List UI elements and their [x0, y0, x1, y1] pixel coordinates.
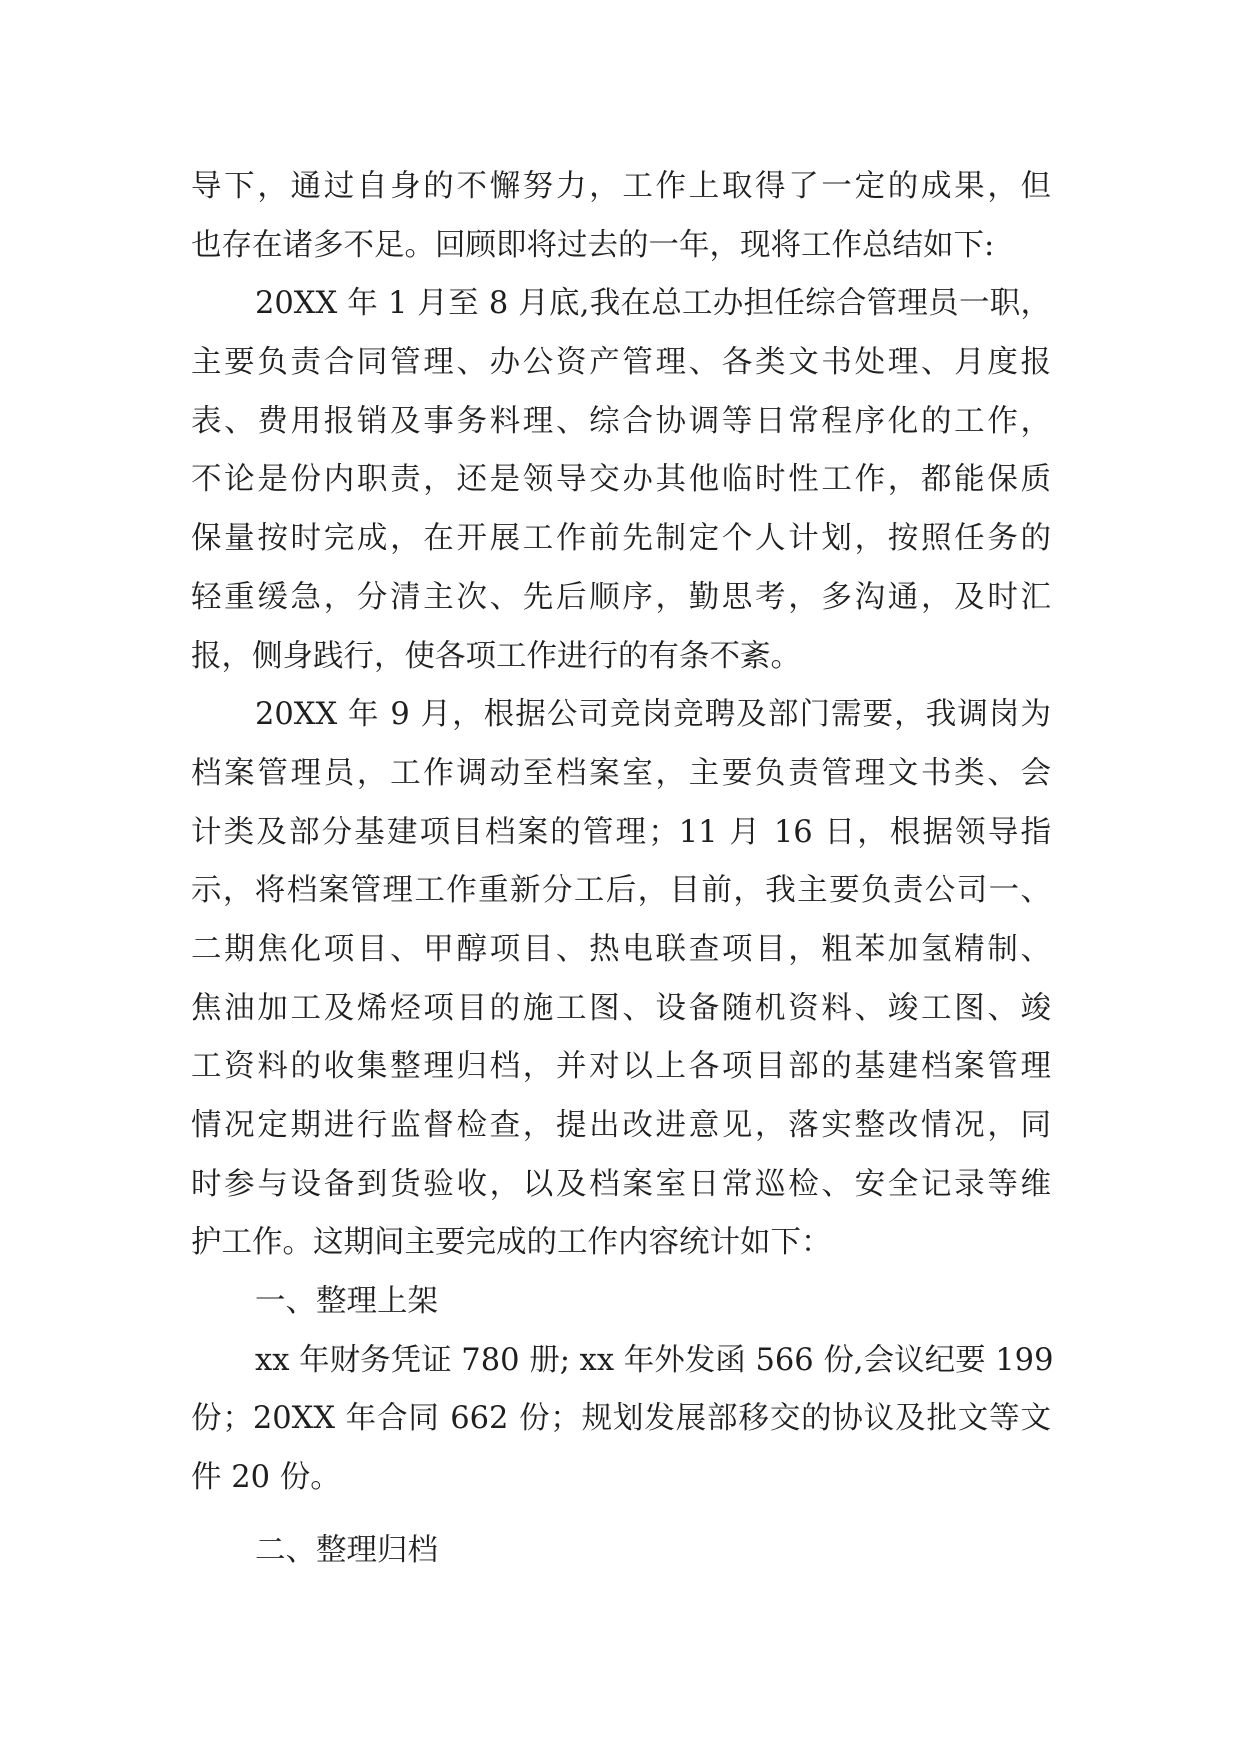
- text-line: 示，将档案管理工作重新分工后，目前，我主要负责公司一、: [191, 873, 1051, 909]
- text-line: 不论是份内职责，还是领导交办其他临时性工作，都能保质: [191, 462, 1051, 498]
- text-line: 表、费用报销及事务料理、综合协调等日常程序化的工作，: [191, 403, 1051, 439]
- text-line: 主要负责合同管理、办公资产管理、各类文书处理、月度报: [191, 345, 1051, 381]
- text-line: 份；20XX 年合同 662 份；规划发展部移交的协议及批文等文: [191, 1401, 1051, 1437]
- text-line: 工资料的收集整理归档，并对以上各项目部的基建档案管理: [191, 1049, 1051, 1085]
- text-line: 也存在诸多不足。回顾即将过去的一年，现将工作总结如下:: [191, 227, 995, 263]
- text-line: 计类及部分基建项目档案的管理；11 月 16 日，根据领导指: [191, 814, 1051, 850]
- text-line: 报，侧身践行，使各项工作进行的有条不紊。: [191, 638, 801, 674]
- text-line: 焦油加工及烯烃项目的施工图、设备随机资料、竣工图、竣: [191, 990, 1051, 1026]
- text-line: 保量按时完成，在开展工作前先制定个人计划，按照任务的: [191, 521, 1051, 557]
- text-line: 时参与设备到货验收，以及档案室日常巡检、安全记录等维: [191, 1166, 1051, 1202]
- text-line: 导下，通过自身的不懈努力，工作上取得了一定的成果，但: [191, 169, 1051, 204]
- paragraph-start-line: 20XX 年 1 月至 8 月底,我在总工办担任综合管理员一职，: [255, 286, 1051, 322]
- paragraph-start-line: xx 年财务凭证 780 册; xx 年外发函 566 份,会议纪要 199: [255, 1342, 1054, 1378]
- spacer: [191, 1508, 1051, 1522]
- section-heading: 一、整理上架: [255, 1284, 438, 1320]
- text-line: 二期焦化项目、甲醇项目、热电联查项目，粗苯加氢精制、: [191, 931, 1051, 967]
- text-line: 件 20 份。: [191, 1460, 341, 1496]
- paragraph-start-line: 20XX 年 9 月，根据公司竞岗竞聘及部门需要，我调岗为: [255, 697, 1051, 733]
- section-heading: 二、整理归档: [255, 1532, 438, 1568]
- text-line: 档案管理员，工作调动至档案室，主要负责管理文书类、会: [191, 755, 1051, 791]
- document-body: [191, 158, 1054, 1581]
- text-line: 轻重缓急，分清主次、先后顺序，勤思考，多沟通，及时汇: [191, 579, 1051, 615]
- text-line: 情况定期进行监督检查，提出改进意见，落实整改情况，同: [191, 1108, 1051, 1143]
- text-line: 护工作。这期间主要完成的工作内容统计如下：: [191, 1225, 832, 1261]
